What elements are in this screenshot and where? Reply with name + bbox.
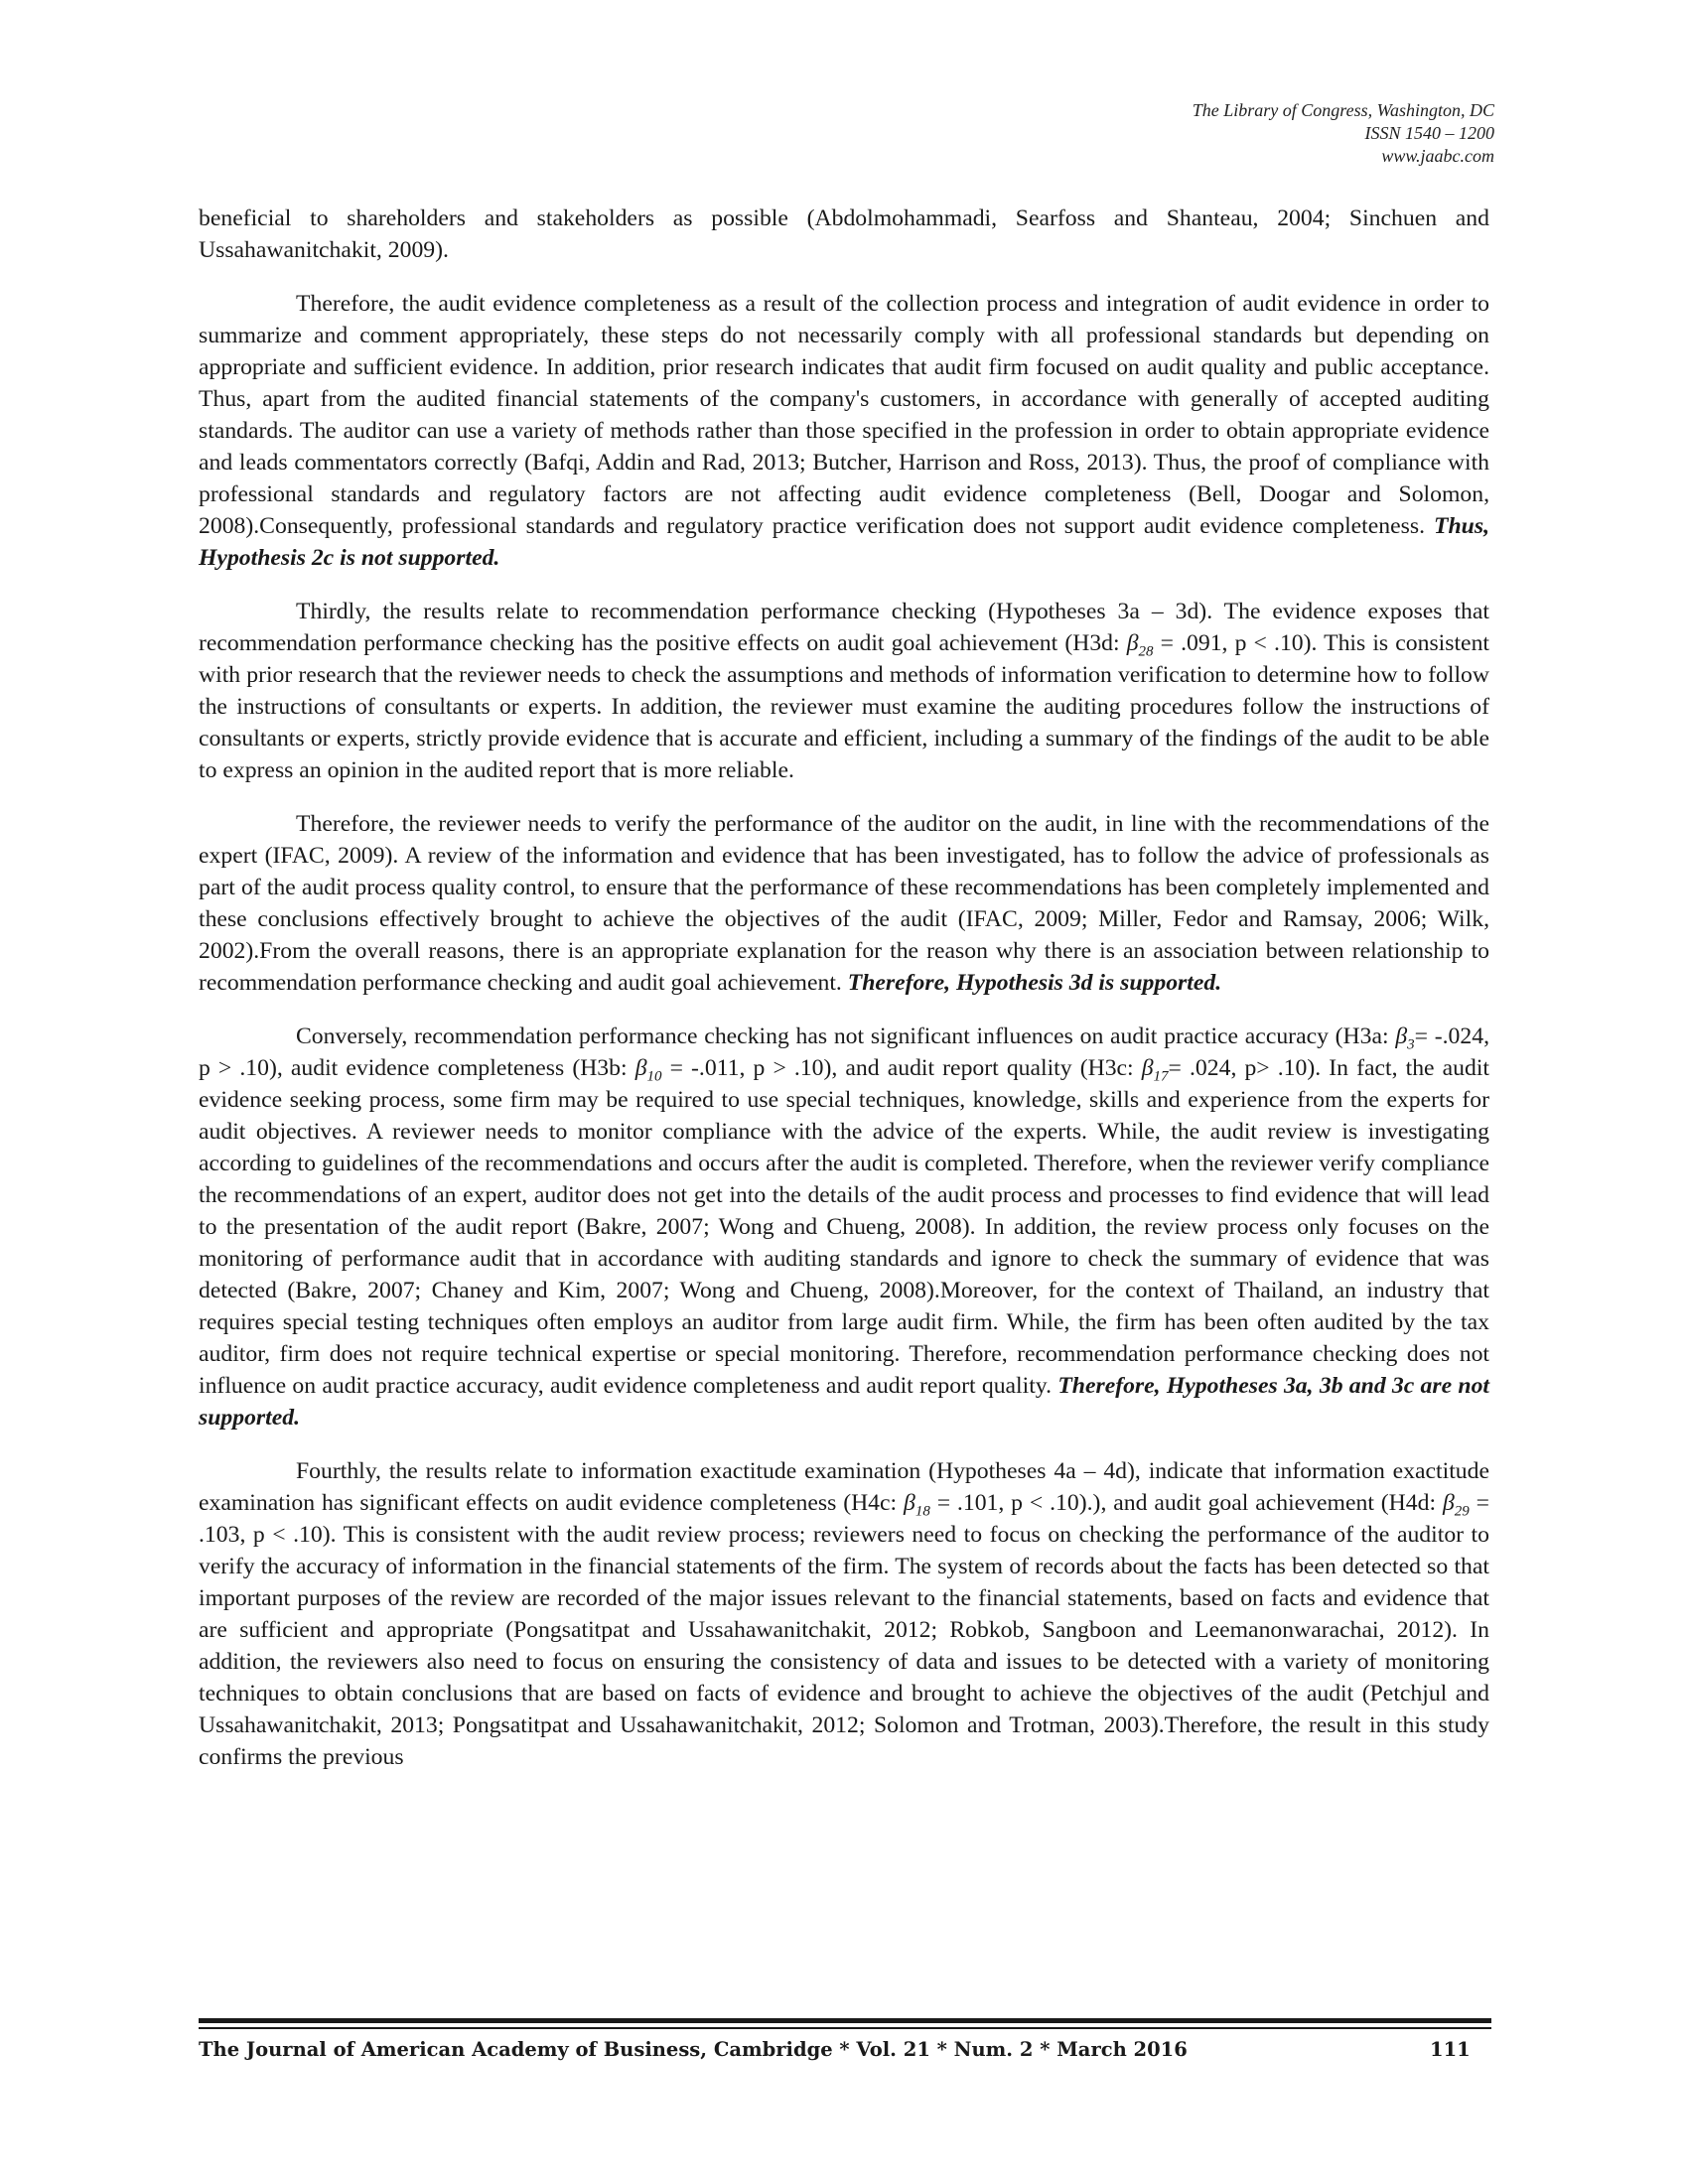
header-url: www.jaabc.com xyxy=(1381,146,1494,166)
header-issn: ISSN 1540 – 1200 xyxy=(1364,123,1494,143)
paragraph-6 xyxy=(199,1455,1489,1773)
paragraph-5-text-d: = .024, p> .10). In fact, the audit evidence seeking process, some firm may be required to use special techniques, knowledge, skills and experience from the experts for audit objectives. A reviewer needs to monitor compliance with the advice of the experts. While, the audit review is investigating according to guidelines of the recommendations and occurs after the audit is completed. Therefore, when the reviewer verify compliance the recommendations of an expert, auditor does not get into the details of the audit process and processes to find evidence that will lead to the presentation of the audit report (Bakre, 2007; Wong and Chueng, 2008). In addition, the review process only focuses on the monitoring of performance audit that in accordance with auditing standards and ignore to check the summary of evidence that was detected (Bakre, 2007; Chaney and Kim, 2007; Wong and Chueng, 2008).Moreover, for the context of Thailand, an industry that requires special testing techniques often employs an auditor from large audit firm. While, the firm has been often audited by the tax auditor, firm does not require technical expertise or special monitoring. Therefore, recommendation performance checking does not influence on audit practice accuracy, audit evidence completeness and audit report quality. xyxy=(199,1055,1490,1399)
beta-symbol: β xyxy=(1442,1490,1455,1516)
body-text xyxy=(199,203,1489,1795)
paragraph-5-text-b: = -.024, p > .10), audit evidence completeness (H3b: xyxy=(199,1024,1490,1081)
beta-subscript: 17 xyxy=(1153,1068,1169,1085)
beta-symbol: β xyxy=(1126,630,1139,656)
footer-journal-citation: The Journal of American Academy of Business, Cambridge * Vol. 21 * Num. 2 * March 2016 xyxy=(199,2038,1188,2061)
beta-subscript: 28 xyxy=(1138,643,1154,660)
beta-symbol: β xyxy=(904,1490,915,1516)
paragraph-3-text-a: Thirdly, the results relate to recommendation performance checking (Hypotheses 3a – 3d). The evidence exposes that recommendation performance checking has the positive effects on audit goal achievement (H3d: xyxy=(199,599,1489,656)
hypothesis-3d-result: Therefore, Hypothesis 3d is supported. xyxy=(847,970,1222,996)
paragraph-3 xyxy=(199,596,1489,786)
paragraph-5-text-a: Conversely, recommendation performance checking has not significant influences on audit practice accuracy (H3a: xyxy=(296,1024,1396,1049)
paragraph-4-text: Therefore, the reviewer needs to verify the performance of the auditor on the audit, in line with the recommendations of the expert (IFAC, 2009). A review of the information and evidence that has been investigated, has to follow the advice of professionals as part of the audit process quality control, to ensure that the performance of these recommendations has been completely implemented and these conclusions effectively brought to achieve the objectives of the audit (IFAC, 2009; Miller, Fedor and Ramsay, 2006; Wilk, 2002).From the overall reasons, there is an appropriate explanation for the reason why there is an association between relationship to recommendation performance checking and audit goal achievement. xyxy=(199,811,1489,996)
paragraph-4 xyxy=(199,808,1489,999)
paragraph-5-text-c: = -.011, p > .10), and audit report quality (H3c: xyxy=(661,1055,1142,1081)
footer-rule-thick xyxy=(199,2018,1491,2023)
paragraph-6-text-c: = .103, p < .10). This is consistent with the audit review process; reviewers need to focus on checking the performance of the auditor to verify the accuracy of information in the financial statements of the firm. The system of records about the facts has been detected so that important purposes of the review are recorded of the major issues relevant to the financial statements, based on facts and evidence that are sufficient and appropriate (Pongsatitpat and Ussahawanitchakit, 2012; Robkob, Sangboon and Leemanonwarachai, 2012). In addition, the reviewers also need to focus on ensuring the consistency of data and issues to be detected with a variety of monitoring techniques to obtain conclusions that are based on facts of evidence and brought to achieve the objectives of the audit (Petchjul and Ussahawanitchakit, 2013; Pongsatitpat and Ussahawanitchakit, 2012; Solomon and Trotman, 2003).Therefore, the result in this study confirms the previous xyxy=(199,1490,1489,1770)
paragraph-5 xyxy=(199,1021,1489,1433)
paragraph-2-text: Therefore, the audit evidence completeness as a result of the collection process and integration of audit evidence in order to summarize and comment appropriately, these steps do not necessarily comply with all professional standards but depending on appropriate and sufficient evidence. In addition, prior research indicates that audit firm focused on audit quality and public acceptance. Thus, apart from the audited financial statements of the company's customers, in accordance with generally of accepted auditing standards. The auditor can use a variety of methods rather than those specified in the profession in order to obtain appropriate evidence and leads commentators correctly (Bafqi, Addin and Rad, 2013; Butcher, Harrison and Ross, 2013). Thus, the proof of compliance with professional standards and regulatory factors are not affecting audit evidence completeness (Bell, Doogar and Solomon, 2008).Consequently, professional standards and regulatory practice verification does not support audit evidence completeness. xyxy=(199,291,1489,539)
beta-subscript: 29 xyxy=(1454,1503,1470,1520)
beta-subscript: 3 xyxy=(1407,1036,1415,1053)
hypotheses-3abc-result: Therefore, Hypotheses 3a, 3b and 3c are not supported. xyxy=(199,1373,1489,1431)
beta-subscript: 18 xyxy=(914,1503,930,1520)
paragraph-6-text-b: = .101, p < .10).), and audit goal achievement (H4d: xyxy=(929,1490,1443,1516)
beta-symbol: β xyxy=(634,1055,647,1081)
paragraph-2 xyxy=(199,288,1489,574)
header-library: The Library of Congress, Washington, DC xyxy=(1192,100,1494,120)
page-number: 111 xyxy=(1430,2038,1471,2061)
paragraph-3-text-b: = .091, p < .10). This is consistent with prior research that the reviewer needs to check the assumptions and methods of information verification to determine how to follow the instructions of consultants or experts. In addition, the reviewer must examine the auditing procedures follow the instructions of consultants or experts, strictly provide evidence that is accurate and efficient, including a summary of the findings of the audit to be able to express an opinion in the audited report that is more reliable. xyxy=(199,630,1489,783)
running-header xyxy=(1193,99,1494,168)
beta-subscript: 10 xyxy=(646,1068,662,1085)
paragraph-1-text: beneficial to shareholders and stakeholders as possible (Abdolmohammadi, Searfoss and Shanteau, 2004; Sinchuen and Ussahawanitchakit, 2009). xyxy=(199,205,1489,263)
hypothesis-2c-result: Thus, Hypothesis 2c is not supported. xyxy=(199,513,1489,571)
beta-symbol: β xyxy=(1395,1024,1408,1049)
beta-symbol: β xyxy=(1141,1055,1154,1081)
running-footer xyxy=(199,2035,1491,2065)
footer-rule-thin xyxy=(199,2027,1491,2029)
paragraph-1 xyxy=(199,203,1489,266)
paragraph-6-text-a: Fourthly, the results relate to information exactitude examination (Hypotheses 4a – 4d), indicate that information exactitude examination has significant effects on audit evidence completeness (H4c: xyxy=(199,1458,1489,1516)
